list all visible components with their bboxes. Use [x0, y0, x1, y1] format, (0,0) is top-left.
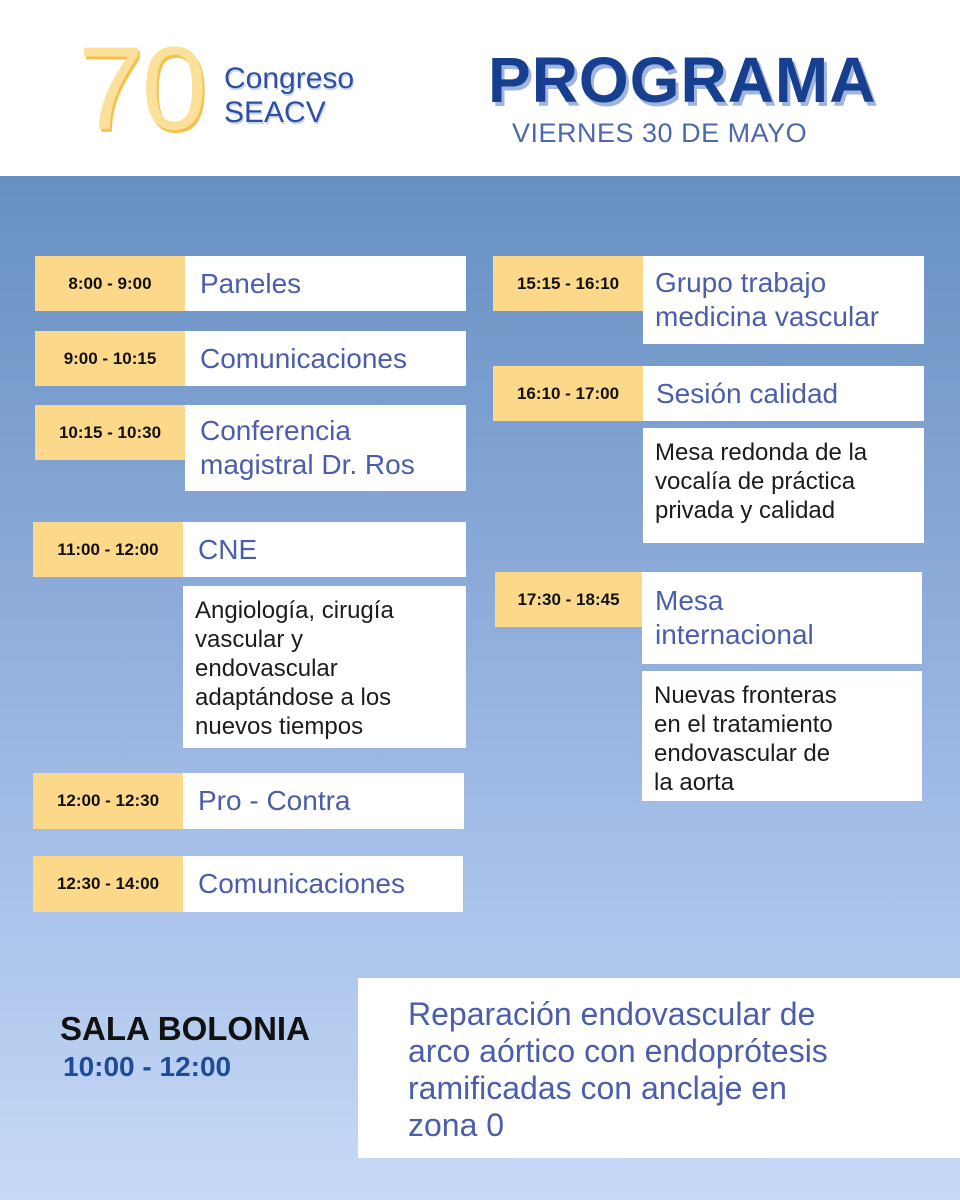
session-description	[183, 586, 466, 748]
session-title: Pro - Contra	[183, 773, 464, 829]
description-line: zona 0	[408, 1107, 505, 1143]
description-line: Nuevas fronteras	[654, 682, 837, 709]
session-title	[185, 405, 466, 491]
congress-name-line1: Congreso	[224, 62, 355, 95]
page-date: VIERNES 30 DE MAYO	[512, 118, 808, 148]
session-time: 8:00 - 9:00	[35, 256, 185, 311]
session-time: 10:15 - 10:30	[35, 405, 185, 460]
session-time: 15:15 - 16:10	[493, 256, 643, 311]
sala-name: SALA BOLONIA	[60, 1010, 310, 1047]
session-time: 12:30 - 14:00	[33, 856, 183, 912]
page-title: PROGRAMA	[488, 44, 877, 116]
session-title-line1: Mesa	[655, 585, 724, 616]
description-line: Mesa redonda de la	[655, 439, 868, 466]
description-line: vocalía de práctica	[655, 468, 856, 495]
description-line: la aorta	[654, 769, 735, 796]
session-title: Comunicaciones	[185, 331, 466, 386]
description-line: Angiología, cirugía	[195, 597, 394, 624]
congress-number: 70	[78, 23, 206, 155]
session-title	[642, 572, 922, 664]
description-line: Reparación endovascular de	[408, 996, 816, 1032]
description-line: endovascular de	[654, 740, 831, 767]
session-title: Paneles	[185, 256, 466, 311]
sala-session-description	[358, 978, 960, 1158]
description-line: arco aórtico con endoprótesis	[408, 1033, 828, 1069]
session-title-line1: Grupo trabajo	[655, 267, 827, 298]
session-title	[643, 256, 924, 344]
header	[0, 0, 960, 176]
congress-name-line2: SEACV	[224, 96, 326, 129]
session-time: 17:30 - 18:45	[495, 572, 642, 627]
session-title-line2: magistral Dr. Ros	[200, 449, 415, 480]
description-line: adaptándose a los	[195, 684, 392, 711]
congress-name	[224, 62, 354, 130]
session-time: 12:00 - 12:30	[33, 773, 183, 829]
session-time: 9:00 - 10:15	[35, 331, 185, 386]
description-line: endovascular	[195, 655, 338, 682]
description-line: privada y calidad	[655, 497, 836, 524]
session-title-line1: Conferencia	[200, 415, 351, 446]
sala-time: 10:00 - 12:00	[63, 1051, 232, 1082]
description-line: ramificadas con anclaje en	[408, 1070, 787, 1106]
session-title-line2: medicina vascular	[655, 301, 880, 332]
description-line: en el tratamiento	[654, 711, 833, 738]
session-time: 11:00 - 12:00	[33, 522, 183, 577]
session-description	[643, 428, 924, 543]
description-line: nuevos tiempos	[195, 713, 364, 740]
session-time: 16:10 - 17:00	[493, 366, 643, 421]
description-line: vascular y	[195, 626, 304, 653]
session-title: CNE	[183, 522, 466, 577]
session-title: Comunicaciones	[183, 856, 463, 912]
session-title: Sesión calidad	[643, 366, 924, 421]
session-title-line2: internacional	[655, 619, 814, 650]
session-description	[642, 671, 922, 801]
